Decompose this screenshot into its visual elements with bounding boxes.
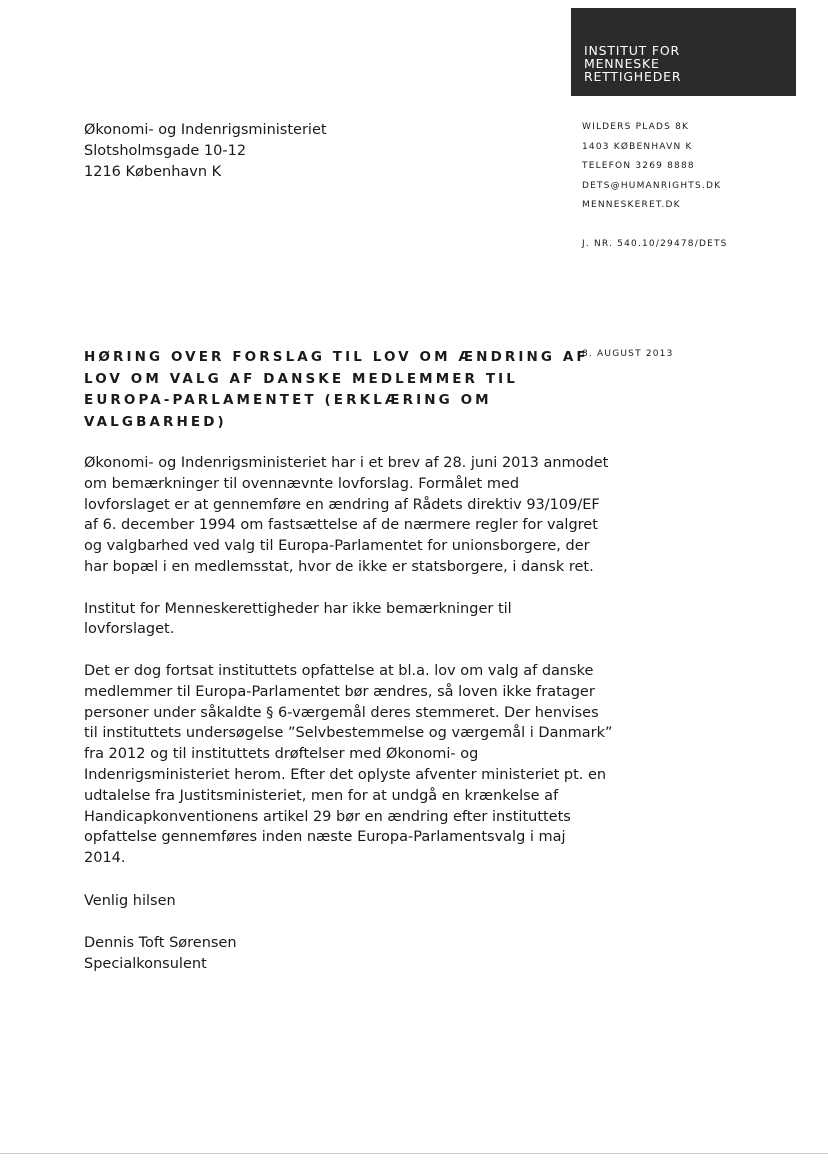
signatory-title: Specialkonsulent — [84, 955, 207, 972]
sender-line: TELEFON 3269 8888 — [582, 161, 695, 171]
journal-number: J. NR. 540.10/29478/DETS — [582, 239, 728, 249]
subject-line: LOV OM VALG AF DANSKE MEDLEMMER TIL — [84, 370, 518, 387]
letter-body — [84, 453, 613, 890]
recipient-line: 1216 København K — [84, 164, 222, 180]
paragraph — [84, 599, 584, 641]
body-line: fra 2012 og til instituttets drøftelser med Økonomi- og — [84, 746, 479, 763]
signature-block — [84, 933, 237, 975]
institute-logo — [571, 8, 796, 96]
sender-email: DETS@HUMANRIGHTS.DK — [582, 180, 722, 191]
sender-line: 1403 KØBENHAVN K — [582, 141, 693, 152]
paragraph — [84, 661, 613, 869]
body-line: af 6. december 1994 om fastsættelse af de nærmere regler for valgret — [84, 517, 598, 534]
logo-line: RETTIGHEDER — [584, 69, 682, 84]
recipient-address — [84, 120, 327, 183]
logo-text — [584, 44, 681, 83]
body-line: opfattelse gennemføres inden næste Europa-Parlamentsvalg i maj — [84, 829, 566, 846]
subject-line: HØRING OVER FORSLAG TIL LOV OM ÆNDRING AF — [84, 349, 589, 365]
sender-line: WILDERS PLADS 8K — [582, 122, 690, 132]
body-line: Det er dog fortsat instituttets opfattelse at bl.a. lov om valg af danske — [84, 662, 594, 679]
closing-greeting: Venlig hilsen — [84, 893, 176, 909]
letter-date: 8. AUGUST 2013 — [582, 349, 674, 359]
sender-address — [582, 122, 721, 220]
body-line: har bopæl i en medlemsstat, hvor de ikke er statsborgere, i dansk ret. — [84, 558, 594, 575]
body-line: lovforslaget. — [84, 621, 175, 638]
recipient-line: Økonomi- og Indenrigsministeriet — [84, 122, 327, 138]
recipient-line: Slotsholmsgade 10-12 — [84, 143, 247, 159]
subject-line: EUROPA-PARLAMENTET (ERKLÆRING OM — [84, 392, 492, 408]
body-line: Institut for Menneskerettigheder har ikke bemærkninger til — [84, 600, 512, 617]
subject-line: VALGBARHED) — [84, 413, 227, 430]
subject-heading — [84, 347, 589, 433]
body-line: til instituttets undersøgelse ”Selvbestemmelse og værgemål i Danmark” — [84, 725, 613, 742]
page-bottom-divider — [0, 1153, 828, 1154]
paragraph — [84, 453, 609, 578]
body-line: om bemærkninger til ovennævnte lovforslag. Formålet med — [84, 475, 520, 492]
body-line: og valgbarhed ved valg til Europa-Parlamentet for unionsborgere, der — [84, 538, 590, 555]
body-line: lovforslaget er at gennemføre en ændring af Rådets direktiv 93/109/EF — [84, 496, 600, 513]
body-line: Indenrigsministeriet herom. Efter det oplyste afventer ministeriet pt. en — [84, 766, 607, 783]
sender-website: MENNESKERET.DK — [582, 200, 681, 210]
logo-line: INSTITUT FOR — [584, 43, 681, 58]
body-line: 2014. — [84, 850, 126, 867]
body-line: Handicapkonventionens artikel 29 bør en ændring efter instituttets — [84, 808, 571, 825]
body-line: udtalelse fra Justitsministeriet, men for at undgå en krænkelse af — [84, 787, 559, 804]
body-line: personer under såkaldte § 6-værgemål deres stemmeret. Der henvises — [84, 704, 599, 721]
body-line: Økonomi- og Indenrigsministeriet har i et brev af 28. juni 2013 anmodet — [84, 455, 609, 471]
signatory-name: Dennis Toft Sørensen — [84, 935, 237, 951]
logo-line: MENNESKE — [584, 56, 660, 71]
body-line: medlemmer til Europa-Parlamentet bør ændres, så loven ikke fratager — [84, 683, 595, 700]
